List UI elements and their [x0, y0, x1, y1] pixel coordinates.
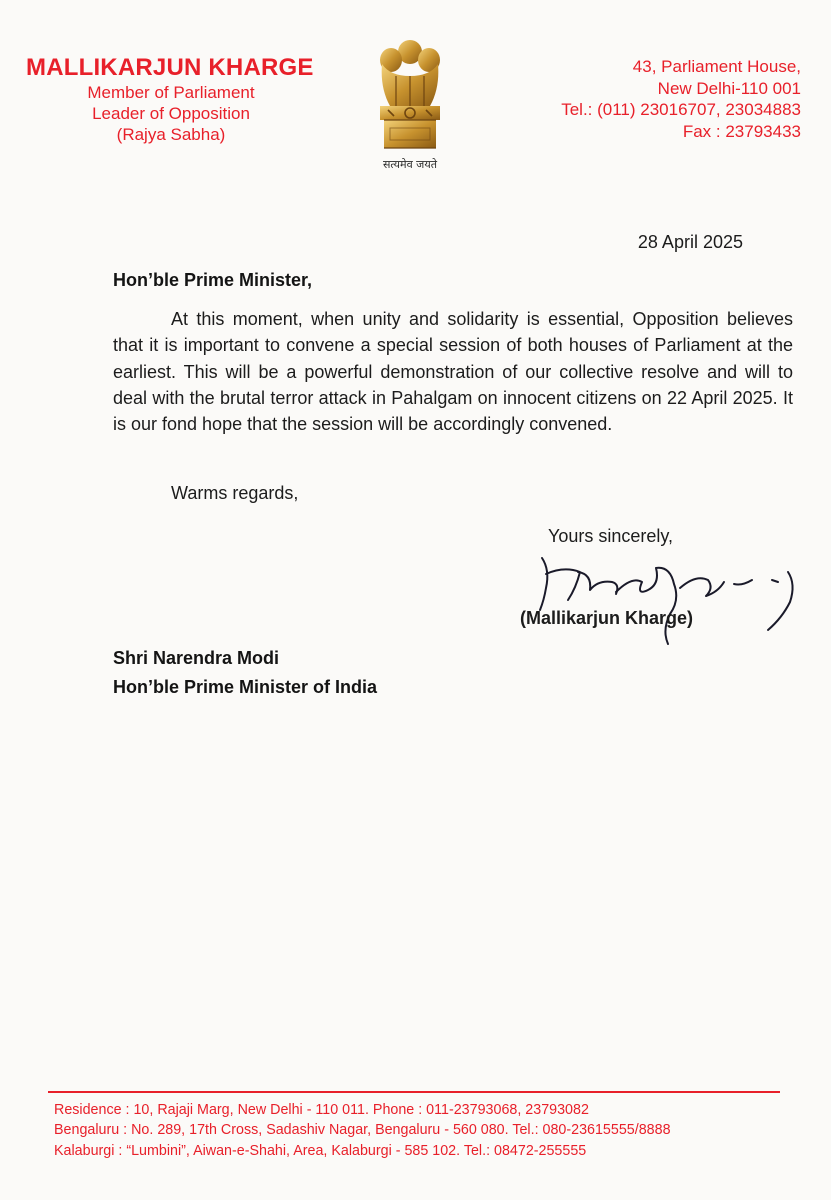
role-line: Member of Parliament — [87, 83, 255, 102]
letter-body: At this moment, when unity and solidarity is essential, Opposition believes that it is important to convene a special session of both houses of Parliament at the earliest. This will be a powerful demonstration of our collective resolve and will to deal with the brutal terror attack in Pahalgam on innocent citizens on 22 April 2025. It is our fond hope that the session will be accordingly convened. — [113, 309, 793, 435]
recipient-line: Hon’ble Prime Minister of India — [113, 677, 378, 697]
address-line: Tel.: (011) 23016707, 23034883 — [561, 100, 801, 119]
sender-name: MALLIKARJUN KHARGE — [26, 54, 314, 81]
sign-off: Yours sincerely, — [548, 526, 674, 546]
footer-line: Kalaburgi : “Lumbini”, Aiwan-e-Shahi, Area, Kalaburgi - 585 102. Tel.: 08472-255555 — [54, 1142, 587, 1159]
signature-icon — [520, 544, 810, 664]
footer-line: Bengaluru : No. 289, 17th Cross, Sadashiv Nagar, Bengaluru - 560 080. Tel.: 080-23615555/8888 — [54, 1122, 671, 1139]
address-line: Fax : 23793433 — [682, 121, 801, 141]
recipient-line: Shri Narendra Modi — [113, 648, 280, 668]
closing-line: Warms regards, — [171, 483, 299, 503]
emblem-motto: सत्यमेव जयते — [382, 158, 438, 171]
footer-addresses — [54, 1100, 671, 1161]
footer-line: Residence : 10, Rajaji Marg, New Delhi - 110 011. Phone : 011-23793068, 23793082 — [54, 1102, 589, 1118]
sender-address — [561, 56, 801, 142]
salutation: Hon’ble Prime Minister, — [113, 270, 313, 290]
sender-roles — [26, 82, 316, 145]
role-line: Leader of Opposition — [92, 104, 250, 123]
recipient-block — [113, 644, 377, 702]
role-line: (Rajya Sabha) — [116, 125, 226, 144]
footer-divider — [48, 1091, 780, 1093]
national-emblem-icon — [360, 36, 460, 176]
address-line: 43, Parliament House, — [632, 57, 801, 76]
address-line: New Delhi-110 001 — [657, 78, 801, 98]
letter-date: 28 April 2025 — [637, 232, 743, 252]
signer-name: (Mallikarjun Kharge) — [520, 608, 694, 628]
